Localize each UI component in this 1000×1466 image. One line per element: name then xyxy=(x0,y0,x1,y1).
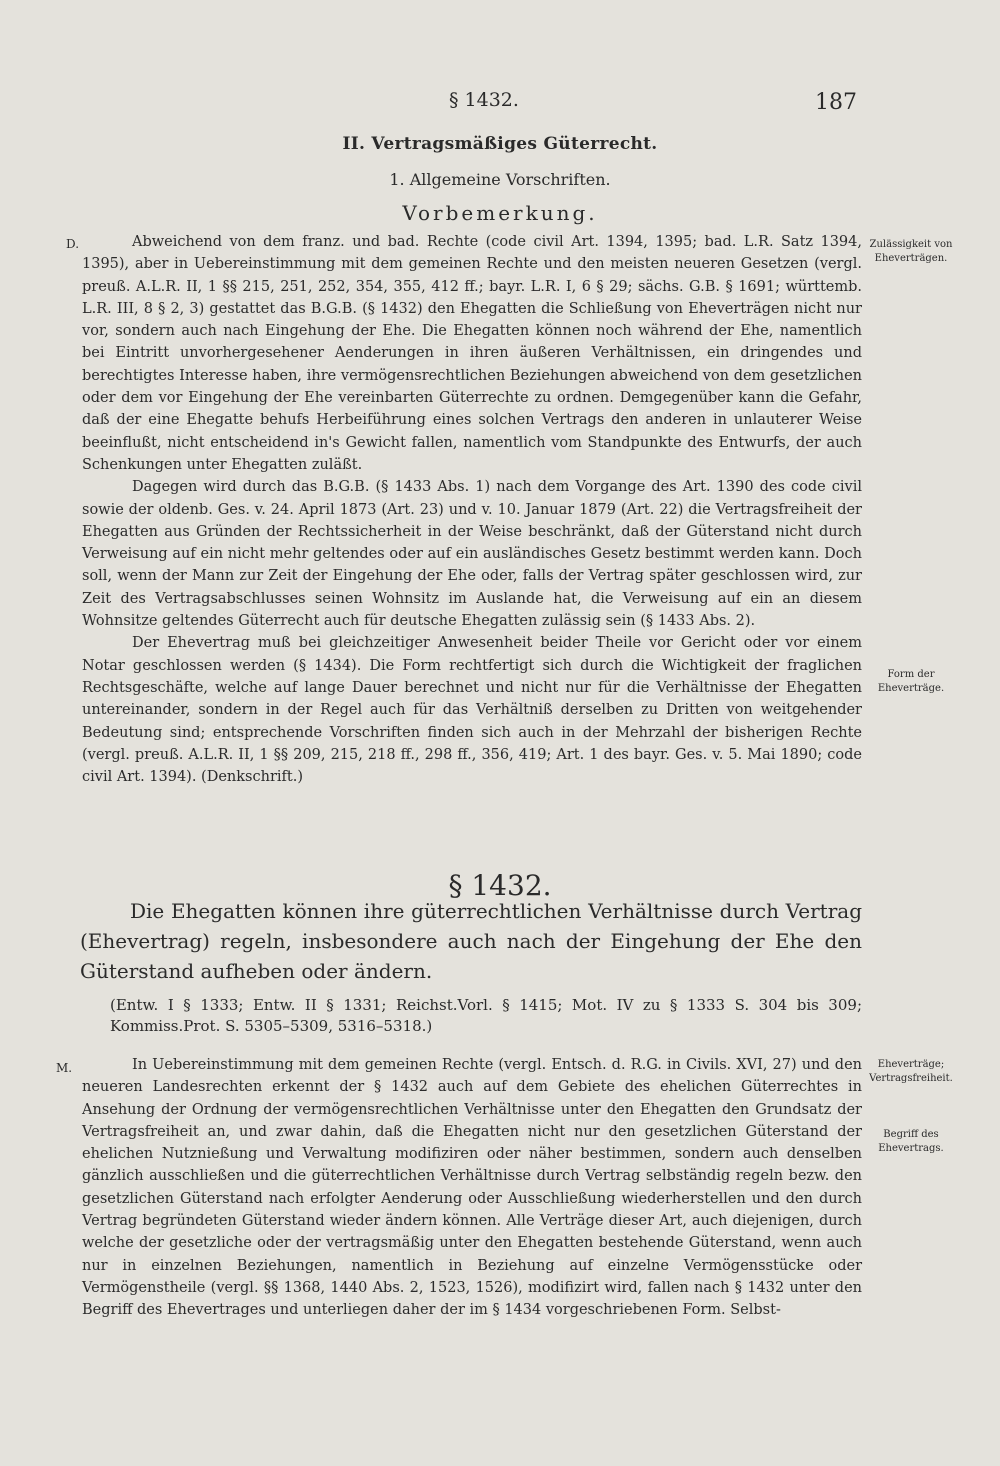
paragraph: Dagegen wird durch das B.G.B. (§ 1433 Abs. 1) nach dem Vorgange des Art. 1390 des code civil sowie der oldenb. Ges. v. 24. April 1873 (Art. 23) und v. 10. Januar 1879 (Art. 22) die Vertragsfreiheit der Ehegatten aus Gründen der Rechtssicherheit in der Weise beschränkt, daß der Güterstand nicht durch Verweisung auf ein nicht mehr geltendes oder auf ein ausländisches Gesetz bestimmt werden kann. Doch soll, wenn der Mann zur Zeit der Eingehung der Ehe oder, falls der Vertrag später geschlossen wird, zur Zeit des Vertragsabschlusses seinen Wohnsitz im Auslande hat, die Verweisung auf ein an diesem Wohnsitze geltendes Güterrecht auch für deutsche Ehegatten zulässig sein (§ 1433 Abs. 2). xyxy=(82,479,862,630)
margin-note-contractual-freedom: Eheverträge; Vertragsfreiheit. xyxy=(869,1059,953,1084)
margin-note-definition: Begriff des Ehevertrags. xyxy=(878,1129,944,1154)
margin-note-form: Form der Eheverträge. xyxy=(877,669,945,694)
marker-m: M. xyxy=(56,1061,73,1075)
statute-references: (Entw. I § 1333; Entw. II § 1331; Reichst.Vorl. § 1415; Mot. IV zu § 1333 S. 304 bis 309; Kommiss.Prot. S. 5305–5309, 5316–5318.) xyxy=(110,996,862,1035)
preliminary-remark-body xyxy=(82,231,862,788)
running-header-section: § 1432. xyxy=(449,89,519,111)
page-number: 187 xyxy=(815,90,857,115)
commentary-body xyxy=(82,1054,862,1322)
paragraph: In Uebereinstimmung mit dem gemeinen Rechte (vergl. Entsch. d. R.G. in Civils. XVI, 27) und den neueren Landesrechten erkennt der § 1432 auch auf dem Gebiete des ehelichen Güterrechtes in Ansehung der Ordnung der vermögensrechtlichen Verhältnisse unter den Ehegatten den Grundsatz der Vertragsfreiheit an, und zwar dahin, daß die Ehegatten nicht nur den gesetzlichen Güterstand der ehelichen Nutznießung und Verwaltung modifiziren oder näher bestimmen, sondern auch denselben gänzlich ausschließen und die güterrechtlichen Verhältnisse durch Vertrag selbständig regeln bezw. den gesetzlichen Güterstand nach erfolgter Aenderung oder Ausschließung wiederherstellen und den durch Vertrag begründeten Güterstand wieder ändern können. Alle Verträge dieser Art, auch diejenigen, durch welche der gesetzliche oder der vertragsmäßig unter den Ehegatten bestehende Güterstand, wenn auch nur in einzelnen Beziehungen, namentlich in Beziehung auf einzelne Vermögensstücke oder Vermögenstheile (vergl. §§ 1368, 1440 Abs. 2, 1523, 1526), modifizirt wird, fallen nach § 1432 unter den Begriff des Ehevertrages und unterliegen daher der im § 1434 vorgeschriebenen Form. Selbst- xyxy=(82,1057,862,1319)
chapter-title: 1. Allgemeine Vorschriften. xyxy=(389,170,611,189)
remark-title: Vorbemerkung. xyxy=(402,201,598,225)
paragraph: Der Ehevertrag muß bei gleichzeitiger Anwesenheit beider Theile vor Gericht oder vor einem Notar geschlossen werden (§ 1434). Die Form rechtfertigt sich durch die Wichtigkeit der fraglichen Rechtsgeschäfte, welche auf lange Dauer berechnet und nicht nur für die Verhältnisse der Ehegatten untereinander, sondern in der Regel auch für das Verhältniß derselben zu Dritten von weitgehender Bedeutung sind; entsprechende Vorschriften finden sich auch in der Mehrzahl der bisherigen Rechte (vergl. preuß. A.L.R. II, 1 §§ 209, 215, 218 ff., 298 ff., 356, 419; Art. 1 des bayr. Ges. v. 5. Mai 1890; code civil Art. 1394). (Denkschrift.) xyxy=(82,635,862,786)
paragraph: Abweichend von dem franz. und bad. Rechte (code civil Art. 1394, 1395; bad. L.R. Satz 1394, 1395), aber in Uebereinstimmung mit dem gemeinen Rechte und den meisten neueren Gesetzen (vergl. preuß. A.L.R. II, 1 §§ 215, 251, 252, 354, 355, 412 ff.; bayr. L.R. I, 6 § 29; sächs. G.B. § 1691; württemb. L.R. III, 8 § 2, 3) gestattet das B.G.B. (§ 1432) den Ehegatten die Schließung von Eheverträgen nicht nur vor, sondern auch nach Eingehung der Ehe. Die Ehegatten können noch während der Ehe, namentlich bei Eintritt unvorhergesehener Aenderungen in ihren äußeren Verhältnissen, ein dringendes und berechtigtes Interesse haben, ihre vermögensrechtlichen Beziehungen abweichend von dem gesetzlichen oder dem vor Eingehung der Ehe vereinbarten Güterrechte zu ordnen. Demgegenüber kann die Gefahr, daß der eine Ehegatte behufs Herbeiführung eines solchen Vertrags den anderen in unlauterer Weise beeinflußt, nicht entscheidend in's Gewicht fallen, namentlich vom Standpunkte des Entwurfs, der auch Schenkungen unter Ehegatten zuläßt. xyxy=(82,234,862,473)
margin-note-admissibility: Zulässigkeit von Eheverträgen. xyxy=(869,239,953,264)
section-heading: § 1432. xyxy=(448,869,552,902)
marker-d: D. xyxy=(66,237,80,251)
part-title: II. Vertragsmäßiges Güterrecht. xyxy=(342,134,658,154)
statute-text: Die Ehegatten können ihre güterrechtlichen Verhältnisse durch Vertrag (Ehevertrag) regeln, insbesondere auch nach der Eingehung der Ehe den Güterstand aufheben oder ändern. xyxy=(80,899,862,983)
